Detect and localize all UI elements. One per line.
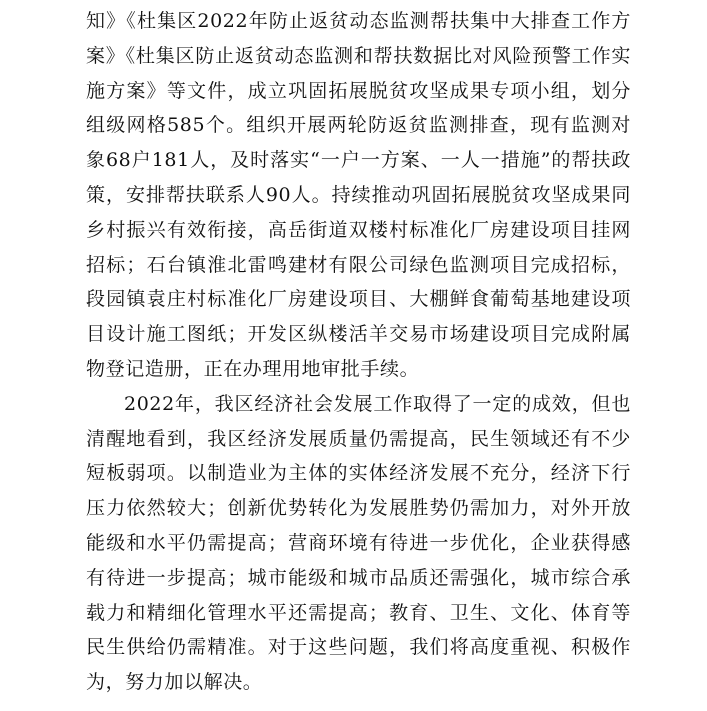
paragraph-2022-summary: 2022年，我区经济社会发展工作取得了一定的成效，但也清醒地看到，我区经济发展质量仍需提高，民生领域还有不少短板弱项。以制造业为主体的实体经济发展不充分，经济下行压力依然较大；创新优势转化为发展胜势仍需加力，对外开放能级和水平仍需提高；营商环境有待进一步优化，企业获得感有待进一步提高；城市能级和城市品质还需强化，城市综合承载力和精细化管理水平还需提高；教育、卫生、文化、体育等民生供给仍需精准。对于这些问题，我们将高度重视、积极作为，努力加以解决。 xyxy=(86,392,631,694)
paragraph-poverty-monitoring: 知》《杜集区2022年防止返贫动态监测帮扶集中大排查工作方案》《杜集区防止返贫动态监测和帮扶数据比对风险预警工作实施方案》等文件，成立巩固拓展脱贫攻坚成果专项小组，划分组级网格585个。组织开展两轮防返贫监测排查，现有监测对象68户181人，及时落实“一户一方案、一人一措施”的帮扶政策，安排帮扶联系人90人。持续推动巩固拓展脱贫攻坚成果同乡村振兴有效衔接，高岳街道双楼村标准化厂房建设项目挂网招标；石台镇淮北雷鸣建材有限公司绿色监测项目完成招标，段园镇袁庄村标准化厂房建设项目、大棚鲜食葡萄基地建设项目设计施工图纸；开发区纵楼活羊交易市场建设项目完成附属物登记造册，正在办理用地审批手续。 xyxy=(86,10,631,380)
